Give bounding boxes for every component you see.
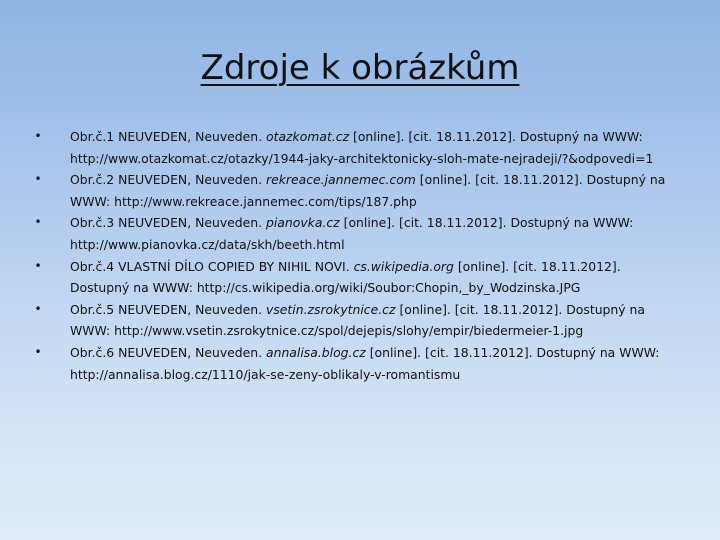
- source-url: http://cs.wikipedia.org/wiki/Soubor:Chopin,_by_Wodzinska.JPG: [196, 280, 581, 296]
- source-site: pianovka.cz: [266, 215, 340, 231]
- bullet-icon: •: [34, 172, 42, 187]
- source-suffix: [online]. [cit. 18.11.2012]. Dostupný na WWW:: [70, 301, 645, 339]
- bullet-icon: •: [34, 258, 42, 273]
- source-suffix: [online]. [cit. 18.11.2012]. Dostupný na WWW:: [339, 215, 634, 231]
- source-item-4: [34, 256, 680, 299]
- source-url: http://www.otazkomat.cz/otazky/1944-jaky-architektonicky-sloh-mate-nejradeji/?&odpovedi=1: [70, 150, 654, 166]
- bullet-icon: •: [34, 215, 42, 230]
- source-item-5: [34, 299, 680, 342]
- source-prefix: Obr.č.4 VLASTNÍ DÍLO COPIED BY NIHIL NOVI.: [70, 258, 354, 274]
- source-site: vsetin.zsrokytnice.cz: [266, 301, 396, 317]
- source-url: http://www.pianovka.cz/data/skh/beeth.html: [70, 236, 345, 252]
- source-prefix: Obr.č.2 NEUVEDEN, Neuveden.: [70, 172, 266, 188]
- source-suffix: [online]. [cit. 18.11.2012]. Dostupný na WWW:: [70, 258, 621, 296]
- source-item-2: [34, 169, 680, 212]
- source-suffix: [online]. [cit. 18.11.2012]. Dostupný na WWW:: [349, 129, 643, 144]
- source-prefix: Obr.č.5 NEUVEDEN, Neuveden.: [70, 301, 266, 317]
- source-site: otazkomat.cz: [266, 129, 350, 144]
- source-url: http://www.rekreace.jannemec.com/tips/187.php: [114, 193, 417, 209]
- source-item-1: [34, 126, 680, 169]
- source-item-6: [34, 342, 680, 385]
- source-url: http://annalisa.blog.cz/1110/jak-se-zeny-oblikaly-v-romantismu: [70, 366, 461, 382]
- source-site: cs.wikipedia.org: [353, 258, 454, 274]
- source-prefix: Obr.č.1 NEUVEDEN, Neuveden.: [70, 129, 266, 144]
- bullet-icon: •: [34, 129, 42, 143]
- source-site: rekreace.jannemec.com: [266, 172, 416, 188]
- source-suffix: [online]. [cit. 18.11.2012]. Dostupný na WWW:: [365, 344, 660, 360]
- slide-title: Zdroje k obrázkům: [200, 48, 520, 88]
- bullet-icon: •: [34, 301, 42, 316]
- source-suffix: [online]. [cit. 18.11.2012]. Dostupný na WWW:: [70, 172, 666, 209]
- source-item-3: [34, 212, 680, 255]
- source-list: [34, 126, 680, 385]
- source-url: http://www.vsetin.zsrokytnice.cz/spol/dejepis/slohy/empir/biedermeier-1.jpg: [114, 323, 584, 339]
- source-site: annalisa.blog.cz: [266, 344, 366, 360]
- source-prefix: Obr.č.6 NEUVEDEN, Neuveden.: [70, 344, 266, 360]
- source-prefix: Obr.č.3 NEUVEDEN, Neuveden.: [70, 215, 266, 231]
- bullet-icon: •: [34, 344, 42, 359]
